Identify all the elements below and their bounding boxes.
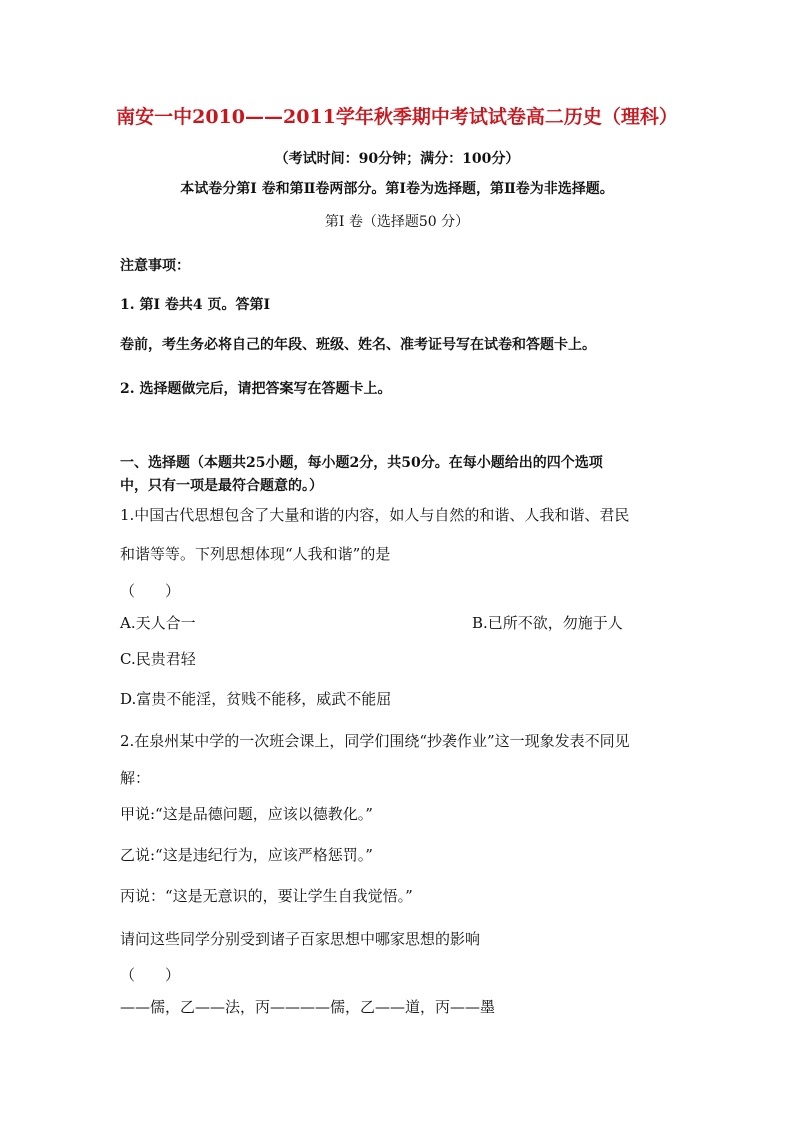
question-2-answer-blank: （ ）: [120, 966, 181, 984]
question-2-statement-yi: 乙说:“这是违纪行为，应该严格惩罚。”: [120, 846, 373, 864]
question-1-stem-b: 和谐等等。下列思想体现“人我和谐”的是: [120, 545, 391, 563]
question-2-stem-a: 2.在泉州某中学的一次班会课上，同学们围绕“抄袭作业”这一现象发表不同见: [120, 732, 630, 750]
section-heading: 第Ⅰ 卷（选择题50 分）: [324, 214, 470, 230]
notice-heading: 注意事项：: [120, 258, 190, 274]
exam-subtitle: （考试时间：90分钟；满分：100分）: [274, 151, 520, 167]
question-2-statement-bing: 丙说：“这是无意识的，要让学生自我觉悟。”: [120, 887, 413, 905]
question-1-option-a: A.天人合一: [120, 614, 196, 632]
question-1-option-d: D.富贵不能淫，贫贱不能移，威武不能屈: [120, 690, 392, 708]
question-2-statement-jia: 甲说:“这是品德问题，应该以德教化。”: [120, 805, 373, 823]
part-heading-b: 中，只有一项是最符合题意的。）: [120, 478, 323, 494]
notice-item-1a: 1. 第Ⅰ 卷共4 页。答第Ⅰ: [120, 297, 271, 313]
question-2-prompt: 请问这些同学分别受到诸子百家思想中哪家思想的影响: [120, 930, 481, 948]
part-heading-a: 一、选择题（本题共25小题，每小题2分，共50分。在每小题给出的四个选项: [120, 455, 603, 471]
question-2-options: ——儒，乙——法，丙————儒，乙——道，丙——墨: [120, 998, 496, 1016]
question-1-stem-a: 1.中国古代思想包含了大量和谐的内容，如人与自然的和谐、人我和谐、君民: [120, 506, 630, 524]
question-1-option-c: C.民贵君轻: [120, 650, 196, 668]
notice-item-1b: 卷前，考生务必将自己的年段、班级、姓名、准考证号写在试卷和答题卡上。: [120, 337, 596, 353]
question-1-answer-blank: （ ）: [120, 582, 181, 600]
question-2-stem-b: 解：: [120, 769, 151, 787]
exam-intro: 本试卷分第Ⅰ 卷和第Ⅱ卷两部分。第Ⅰ卷为选择题，第Ⅱ卷为非选择题。: [180, 181, 614, 197]
question-1-option-b: B.已所不欲，勿施于人: [472, 614, 623, 632]
exam-title: 南安一中2010——2011学年秋季期中考试试卷高二历史（理科）: [116, 106, 678, 128]
notice-item-2: 2. 选择题做完后，请把答案写在答题卡上。: [120, 381, 392, 397]
